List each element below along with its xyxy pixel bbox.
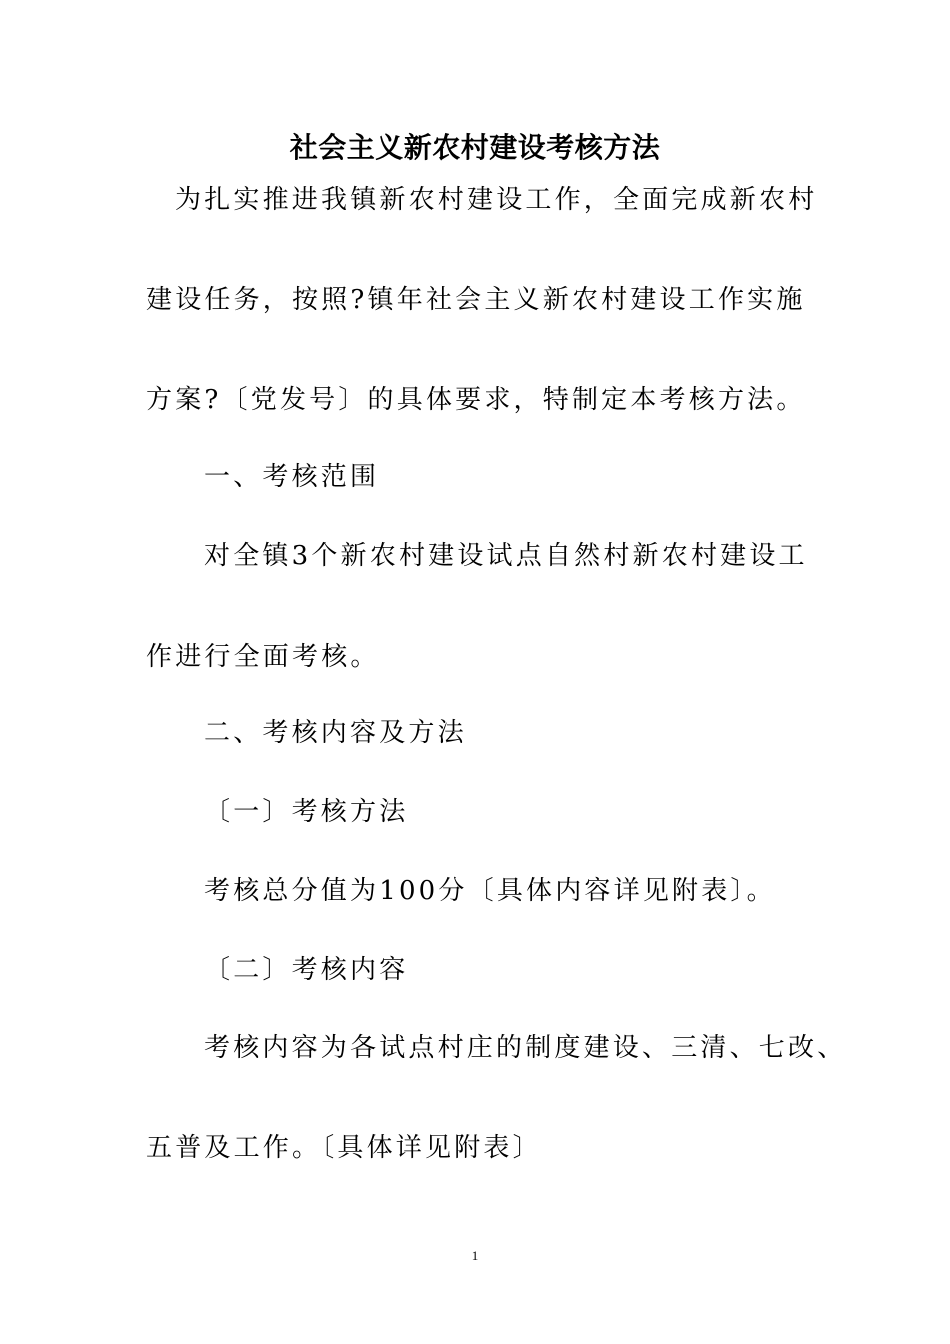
paragraph-intro-line-2: 建设任务，按照?镇年社会主义新农村建设工作实施 xyxy=(146,285,806,315)
section-heading-content-method: 二、考核内容及方法 xyxy=(204,718,467,748)
section-heading-scope: 一、考核范围 xyxy=(204,462,380,492)
document-title: 社会主义新农村建设考核方法 xyxy=(289,131,661,164)
paragraph-content-line-1: 考核内容为各试点村庄的制度建设、三清、七改、 xyxy=(204,1033,847,1063)
subsection-heading-content: 〔二〕考核内容 xyxy=(204,955,409,985)
paragraph-scope-line-2: 作进行全面考核。 xyxy=(146,642,380,672)
paragraph-content-line-2: 五普及工作。〔具体详见附表〕 xyxy=(146,1133,542,1163)
paragraph-intro-line-1: 为扎实推进我镇新农村建设工作，全面完成新农村 xyxy=(175,185,818,215)
paragraph-method: 考核总分值为100分〔具体内容详见附表〕。 xyxy=(204,876,776,906)
paragraph-intro-line-3: 方案?〔党发号〕的具体要求，特制定本考核方法。 xyxy=(146,385,806,415)
subsection-heading-method: 〔一〕考核方法 xyxy=(204,797,409,827)
page-number: 1 xyxy=(471,1248,479,1263)
paragraph-scope-line-1: 对全镇3个新农村建设试点自然村新农村建设工 xyxy=(204,541,808,571)
